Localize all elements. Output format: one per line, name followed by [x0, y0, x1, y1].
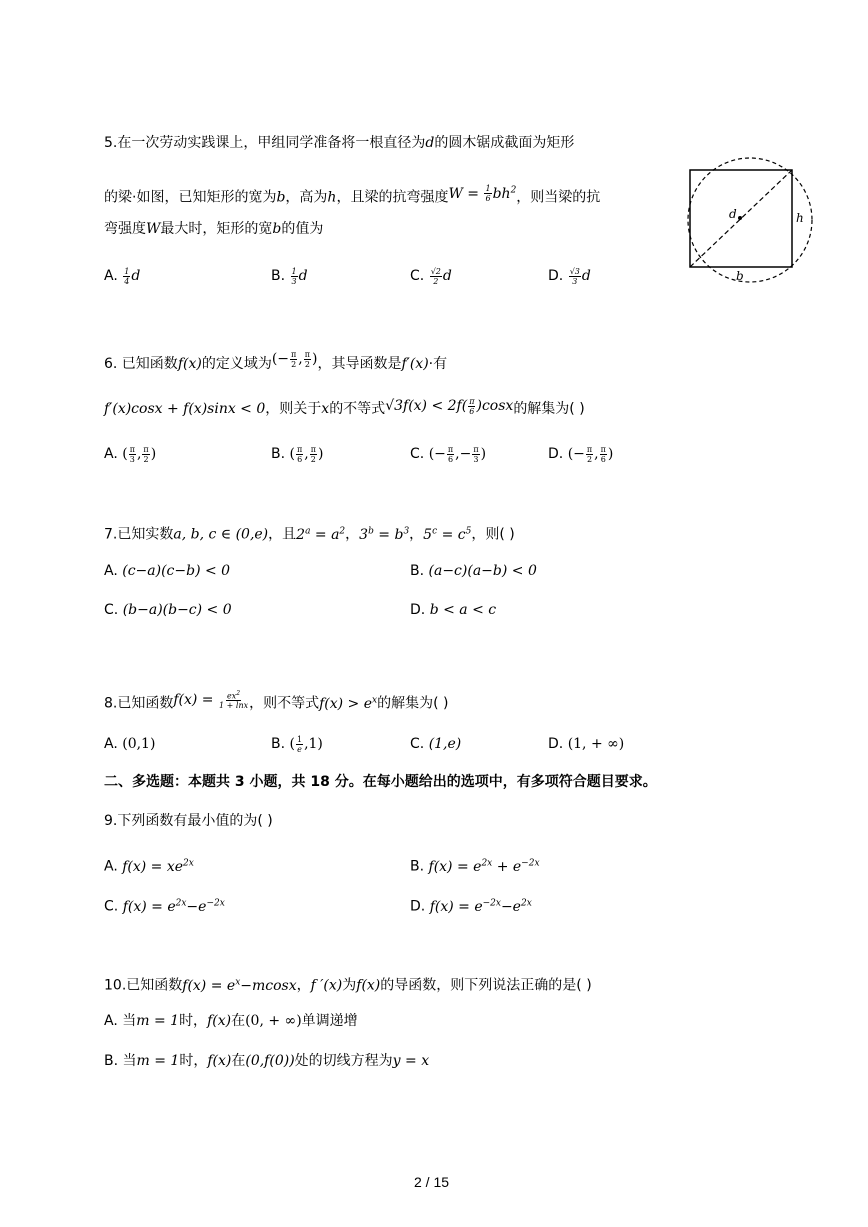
q9-option-c[interactable]	[104, 893, 225, 917]
q10-text: 为	[342, 977, 357, 994]
q9-option-a[interactable]	[104, 853, 194, 877]
q6-line2	[104, 396, 585, 419]
expr-interval: (0, + ∞)	[245, 1013, 302, 1029]
q6-line1	[104, 349, 448, 374]
option-expr: $\frac{√2}{2}$ d	[430, 266, 452, 286]
q10-text: ，	[296, 977, 311, 994]
q6-condition: f′(x)cosx + f(x)sinx < 0	[104, 401, 266, 417]
expr-m1: m = 1	[136, 1053, 180, 1069]
q8-text: ，则不等式	[249, 695, 320, 712]
label-b: b	[736, 269, 744, 283]
q9-option-d[interactable]	[410, 893, 532, 917]
option-expr: $f(x) = e^{2x} + e^{-2x}$	[428, 858, 540, 875]
q5-text: 的值为	[281, 221, 324, 237]
q7-text: ，	[409, 526, 424, 543]
q10-text: 的导函数，则下列说法正确的是( )	[380, 977, 592, 994]
q5-option-a[interactable]	[104, 266, 140, 286]
option-text: B. 当	[104, 1053, 137, 1069]
q7-eq3: $5^c = c^5$	[423, 526, 472, 543]
q7-text: 7.已知实数	[104, 526, 174, 543]
q5-text: 的梁·如图，已知矩形的宽为	[104, 189, 277, 206]
option-label: D.	[548, 736, 564, 752]
label-h: h	[796, 211, 804, 225]
option-label: C.	[410, 268, 425, 284]
q5-text: 最大时，矩形的宽	[160, 221, 273, 237]
q10-stem	[104, 972, 592, 996]
option-label: A.	[104, 563, 118, 579]
option-expr: $f(x) = e^{-2x}-e^{2x}$	[429, 898, 532, 915]
option-label: D.	[548, 268, 564, 284]
option-text: 在	[231, 1013, 246, 1029]
option-expr: (1, + ∞)	[567, 736, 625, 752]
option-label: D.	[548, 446, 564, 462]
q8-option-c[interactable]	[410, 734, 461, 754]
var-h: h	[327, 189, 337, 206]
option-expr: (c−a)(c−b) < 0	[122, 563, 231, 579]
interval-domain: (− $\frac{\pi}{2}$ , $\frac{\pi}{2}$ )	[271, 349, 318, 369]
q6-option-c[interactable]	[410, 444, 486, 464]
q5-text: ，则当梁的抗	[516, 189, 601, 206]
q7-text: ，	[345, 526, 360, 543]
option-label: C.	[104, 602, 119, 618]
option-expr: (a−c)(a−b) < 0	[428, 563, 537, 579]
option-expr: ( $\frac{1}{e}$ ,1)	[289, 734, 323, 754]
option-label: D.	[410, 898, 426, 915]
q6-text: ，其导函数是	[317, 356, 402, 372]
option-label: D.	[410, 602, 426, 618]
var-d: d	[425, 135, 435, 151]
q6-text: 的解集为( )	[513, 401, 585, 417]
q5-option-d[interactable]	[548, 266, 591, 286]
q8-option-d[interactable]	[548, 734, 624, 754]
q7-option-a[interactable]	[104, 561, 230, 581]
option-expr: (− $\frac{\pi}{6}$ ,− $\frac{\pi}{3}$ )	[428, 444, 487, 464]
q6-text: 的定义域为	[201, 356, 272, 372]
q5-line2	[104, 184, 600, 208]
q8-option-b[interactable]	[271, 734, 323, 754]
option-expr: $\frac{1}{3}$ d	[291, 266, 308, 286]
q7-option-c[interactable]	[104, 600, 232, 620]
center-dot	[738, 216, 742, 220]
label-d: d	[729, 207, 737, 221]
q5-line1	[104, 133, 574, 153]
expr-fprime: f′(x)	[401, 356, 429, 372]
q10-text: 10.已知函数	[104, 977, 183, 994]
q6-option-a[interactable]	[104, 444, 156, 464]
option-expr: (− $\frac{\pi}{2}$ , $\frac{\pi}{6}$ )	[567, 444, 614, 464]
option-expr: ( $\frac{\pi}{6}$ , $\frac{\pi}{2}$ )	[289, 444, 324, 464]
option-label: B.	[271, 268, 286, 284]
formula-W: W = $\frac{1}{6}$ $bh^2$	[448, 184, 517, 204]
q10-option-a[interactable]	[104, 1011, 358, 1031]
q10-function: $f(x) = e^x-mcosx$	[182, 977, 297, 994]
q8-inequality: $f(x) > e^x$	[319, 695, 378, 712]
option-text: 时，	[179, 1013, 208, 1029]
q7-text: ，且	[268, 526, 297, 543]
q7-eq2: $3^b = b^3$	[359, 526, 410, 543]
expr-tangent: y = x	[392, 1053, 430, 1069]
q5-text: 5.在一次劳动实践课上，甲组同学准备将一根直径为	[104, 135, 426, 151]
option-label: B.	[410, 858, 425, 875]
page-number: 2 / 15	[414, 1174, 450, 1190]
option-expr: (b−a)(b−c) < 0	[122, 602, 232, 618]
option-label: B.	[271, 446, 286, 462]
var-b: b	[272, 221, 282, 237]
q8-text: 的解集为( )	[377, 695, 449, 712]
q7-vars: a, b, c ∈ (0,e)	[173, 526, 269, 543]
q6-text: 的不等式	[329, 401, 386, 417]
option-label: C.	[104, 898, 119, 915]
circle-cross-section	[688, 158, 812, 282]
option-label: A.	[104, 268, 118, 284]
option-expr: $f(x) = e^{2x}-e^{-2x}$	[122, 898, 225, 915]
option-text: 在	[231, 1053, 246, 1069]
q9-option-b[interactable]	[410, 853, 540, 877]
option-expr: $\frac{1}{4}$ d	[124, 266, 141, 286]
expr-point: (0,f(0))	[245, 1053, 295, 1069]
option-label: C.	[410, 446, 425, 462]
option-label: B.	[410, 563, 425, 579]
var-W: W	[146, 221, 161, 237]
option-label: B.	[271, 736, 286, 752]
option-label: C.	[410, 736, 425, 752]
q9-stem: 9.下列函数有最小值的为( )	[104, 813, 273, 829]
q6-text: ·有	[428, 356, 448, 372]
q7-eq1: $2^a = a^2$	[296, 526, 346, 543]
var-x: x	[321, 401, 330, 417]
option-expr: ( $\frac{\pi}{3}$ , $\frac{\pi}{2}$ )	[122, 444, 157, 464]
option-label: A.	[104, 736, 118, 752]
option-text: 处的切线方程为	[294, 1053, 393, 1069]
q5-option-c[interactable]	[410, 266, 452, 286]
q6-inequality: √3f(x) < 2f( $\frac{\pi}{6}$ )cosx	[385, 396, 514, 416]
q7-option-b[interactable]	[410, 561, 537, 581]
q5-text: 弯强度	[104, 221, 146, 237]
option-expr: (1,e)	[428, 736, 462, 752]
q8-option-a[interactable]	[104, 734, 155, 754]
expr-fx: f(x)	[207, 1013, 232, 1029]
option-text: 时，	[179, 1053, 208, 1069]
q7-option-d[interactable]	[410, 600, 496, 620]
q7-text: ，则( )	[471, 526, 515, 543]
q6-text: ，则关于	[265, 401, 322, 417]
q6-option-d[interactable]	[548, 444, 613, 464]
option-expr: $\frac{√3}{3}$ d	[569, 266, 591, 286]
q8-stem	[104, 690, 448, 714]
option-expr: (0,1)	[122, 736, 156, 752]
option-text: 单调递增	[301, 1013, 358, 1029]
expr-fx: f(x)	[356, 977, 381, 994]
q5-text: 的圆木锯成截面为矩形	[434, 135, 575, 151]
q8-function: f(x) = $\frac{ex^2}{1 + \ln x}$	[173, 689, 249, 711]
q5-option-b[interactable]	[271, 266, 308, 286]
expr-fx: f(x)	[207, 1053, 232, 1069]
expr-m1: m = 1	[136, 1013, 180, 1029]
option-expr: $f(x) = xe^{2x}$	[122, 858, 194, 875]
option-expr: b < a < c	[429, 602, 497, 618]
q6-text: 6. 已知函数	[104, 356, 178, 372]
option-label: A.	[104, 446, 118, 462]
q10-option-b[interactable]	[104, 1051, 429, 1071]
option-text: A. 当	[104, 1013, 137, 1029]
q8-text: 8.已知函数	[104, 695, 174, 712]
var-b: b	[276, 189, 286, 206]
expr-fprime: f ′(x)	[310, 977, 343, 994]
q5-line3	[104, 219, 323, 239]
q5-text: ，高为	[285, 189, 328, 206]
section-2-header: 二、多选题：本题共 3 小题，共 18 分。在每小题给出的选项中，有多项符合题目要求。	[104, 774, 657, 790]
option-label: A.	[104, 858, 118, 875]
q6-option-b[interactable]	[271, 444, 323, 464]
expr-fx: f(x)	[177, 356, 202, 372]
q7-stem	[104, 521, 515, 545]
q5-figure	[662, 150, 818, 292]
q5-text: ，且梁的抗弯强度	[336, 189, 449, 206]
